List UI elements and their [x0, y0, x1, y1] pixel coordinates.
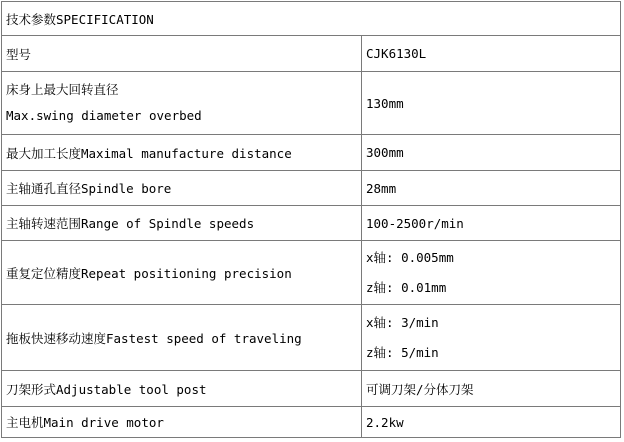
value-cell: CJK6130L [361, 35, 621, 71]
param-cell: 重复定位精度Repeat positioning precision [1, 240, 361, 304]
x-axis-value: x轴: 3/min [366, 314, 439, 330]
table-row [1, 370, 621, 406]
value-cell: 100-2500r/min [361, 205, 621, 240]
value-cell: 可调刀架/分体刀架 [361, 370, 621, 406]
param-cell: 刀架形式Adjustable tool post [1, 370, 361, 406]
param-cell [1, 71, 361, 134]
table-title-row [1, 1, 621, 35]
param-en-text: Max.swing diameter overbed [6, 108, 202, 123]
table-row [1, 304, 621, 370]
table-row [1, 71, 621, 134]
param-cell: 主轴转速范围Range of Spindle speeds [1, 205, 361, 240]
specification-table [1, 1, 621, 438]
param-cell: 主轴通孔直径Spindle bore [1, 170, 361, 205]
value-cell: 28mm [361, 170, 621, 205]
value-cell [361, 304, 621, 370]
table-title: 技术参数SPECIFICATION [1, 1, 621, 35]
x-axis-value: x轴: 0.005mm [366, 249, 454, 265]
param-cell: 主电机Main drive motor [1, 406, 361, 438]
param-cell: 拖板快速移动速度Fastest speed of traveling [1, 304, 361, 370]
table-row [1, 205, 621, 240]
table-row [1, 406, 621, 438]
value-cell: 300mm [361, 134, 621, 170]
table-row [1, 35, 621, 71]
param-cell: 型号 [1, 35, 361, 71]
param-cell: 最大加工长度Maximal manufacture distance [1, 134, 361, 170]
table-row [1, 240, 621, 304]
value-cell [361, 240, 621, 304]
value-cell: 130mm [361, 71, 621, 134]
value-cell: 2.2kw [361, 406, 621, 438]
table-row [1, 170, 621, 205]
z-axis-value: z轴: 5/min [366, 344, 439, 360]
param-cn-text: 床身上最大回转直径 [6, 82, 119, 97]
table-row [1, 134, 621, 170]
z-axis-value: z轴: 0.01mm [366, 279, 447, 295]
